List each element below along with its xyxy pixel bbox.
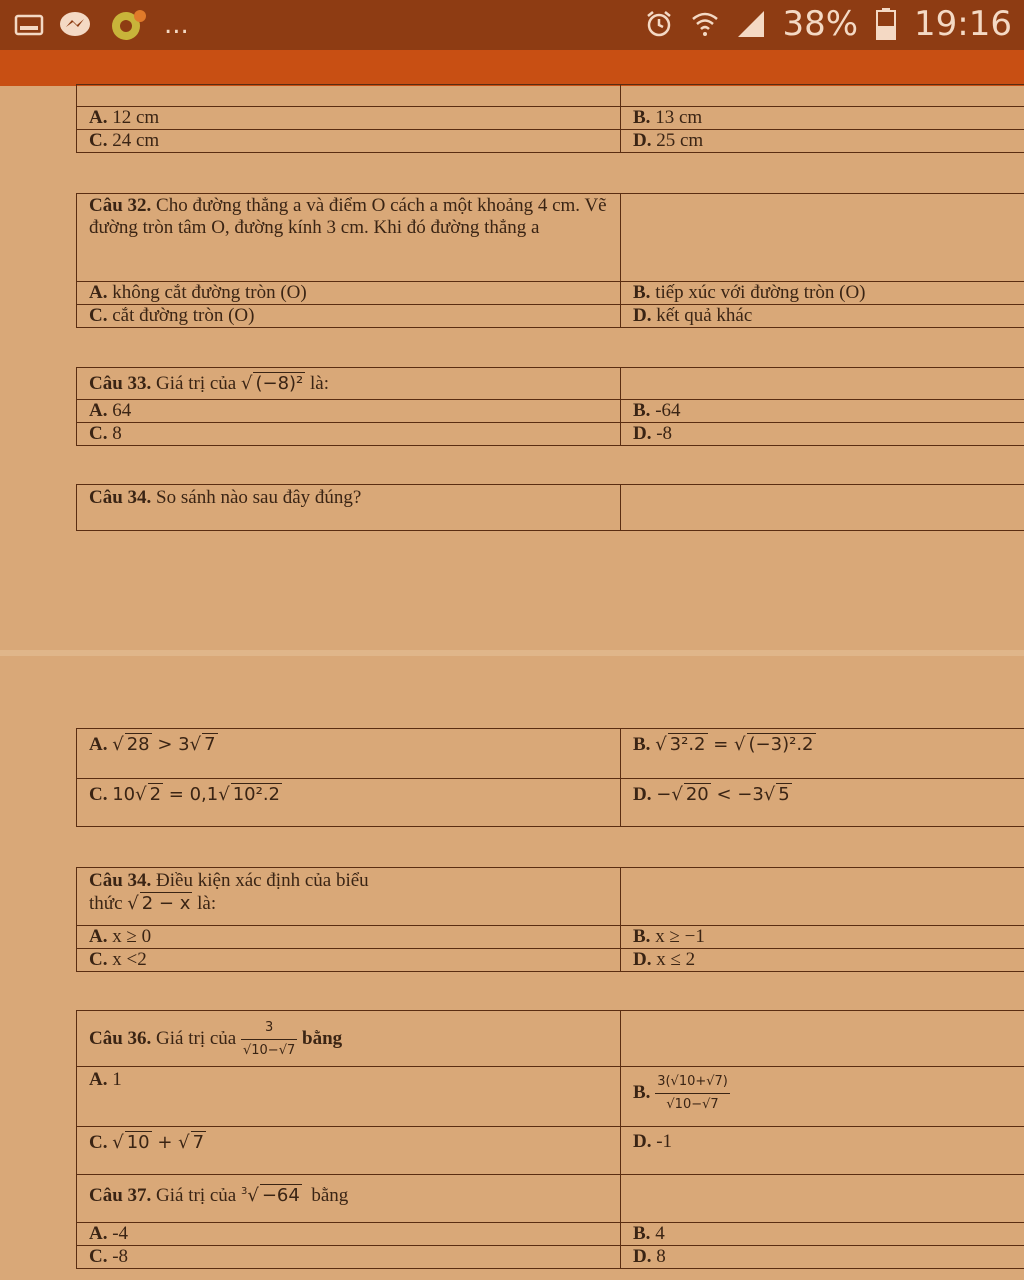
q34b-option-d: D. x ≤ 2 [621,949,1024,972]
q36-question: Câu 36. Giá trị của $\frac{3}{√10-√7}$ bằng [77,1011,621,1067]
q32-option-b: B. tiếp xúc với đường tròn (O) [621,282,1024,305]
question-36-37-table [76,1010,1024,1269]
battery-icon [874,7,898,41]
q34-option-a: A. √ 28 > 3√ 7 [77,729,621,779]
q37-expression: −64 [261,1185,300,1206]
q33-option-d: D. -8 [621,423,1024,446]
q34b-option-a: A. x ≥ 0 [77,926,621,949]
q31-option-b: B. 13 cm [621,107,1024,130]
q32-option-c: C. cắt đường tròn (O) [77,305,621,328]
q37-option-d: D. 8 [621,1246,1024,1269]
q34b-question: Câu 34. Điều kiện xác định của biểu thức √ 2 − x là: [77,868,621,926]
q33-question: Câu 33. Giá trị của √ (−8)² là: [77,368,621,400]
q34-option-c: C. 10√ 2 = 0,1√ 10².2 [77,779,621,827]
q34b-option-c: C. x <2 [77,949,621,972]
status-bar [0,0,1024,50]
q37-option-a: A. -4 [77,1223,621,1246]
messenger-icon [58,10,92,40]
app-notification-icon [106,8,150,42]
q36-option-b: B. $\frac{3(√10+√7)}{√10-√7}$ [621,1067,1024,1127]
q34-option-b: B. √ 3².2 = √ (−3)².2 [621,729,1024,779]
q33-expression: (−8)² [255,373,304,394]
question-32-table [76,193,1024,328]
page-separator [0,650,1024,656]
q34-question: Câu 34. So sánh nào sau đây đúng? [77,485,621,531]
q31-option-a: A. 12 cm [77,107,621,130]
q32-question: Câu 32. Cho đường thẳng a và điểm O cách a một khoảng 4 cm. Vẽ đường tròn tâm O, đường kính 3 cm. Khi đó đường thẳng a [77,194,621,282]
q34-option-d: D. −√ 20 < −3√ 5 [621,779,1024,827]
alarm-icon [644,9,674,39]
gallery-icon [14,13,44,37]
q37-option-c: C. -8 [77,1246,621,1269]
q36-option-d: D. -1 [621,1127,1024,1175]
question-34-table [76,484,1024,531]
app-bar [0,50,1024,86]
q32-option-a: A. không cắt đường tròn (O) [77,282,621,305]
q36-option-c: C. √ 10 + √ 7 [77,1127,621,1175]
question-31-table [76,84,1024,153]
wifi-icon [690,9,720,39]
more-notifications: ... [164,10,189,40]
q31-option-d: D. 25 cm [621,130,1024,153]
q33-option-c: C. 8 [77,423,621,446]
clock: 19:16 [914,4,1012,44]
q34b-option-b: B. x ≥ −1 [621,926,1024,949]
q33-option-a: A. 64 [77,400,621,423]
question-34b-table [76,867,1024,972]
q37-question: Câu 37. Giá trị của $^3$√ −64 bằng [77,1175,621,1223]
question-33-table [76,367,1024,446]
q36-option-a: A. 1 [77,1067,621,1127]
q31-option-c: C. 24 cm [77,130,621,153]
q32-option-d: D. kết quả khác [621,305,1024,328]
q37-option-b: B. 4 [621,1223,1024,1246]
question-34-answers-table [76,728,1024,827]
battery-percent: 38% [782,4,859,44]
q34b-expression: 2 − x [141,893,191,914]
q33-option-b: B. -64 [621,400,1024,423]
signal-icon [736,9,766,39]
